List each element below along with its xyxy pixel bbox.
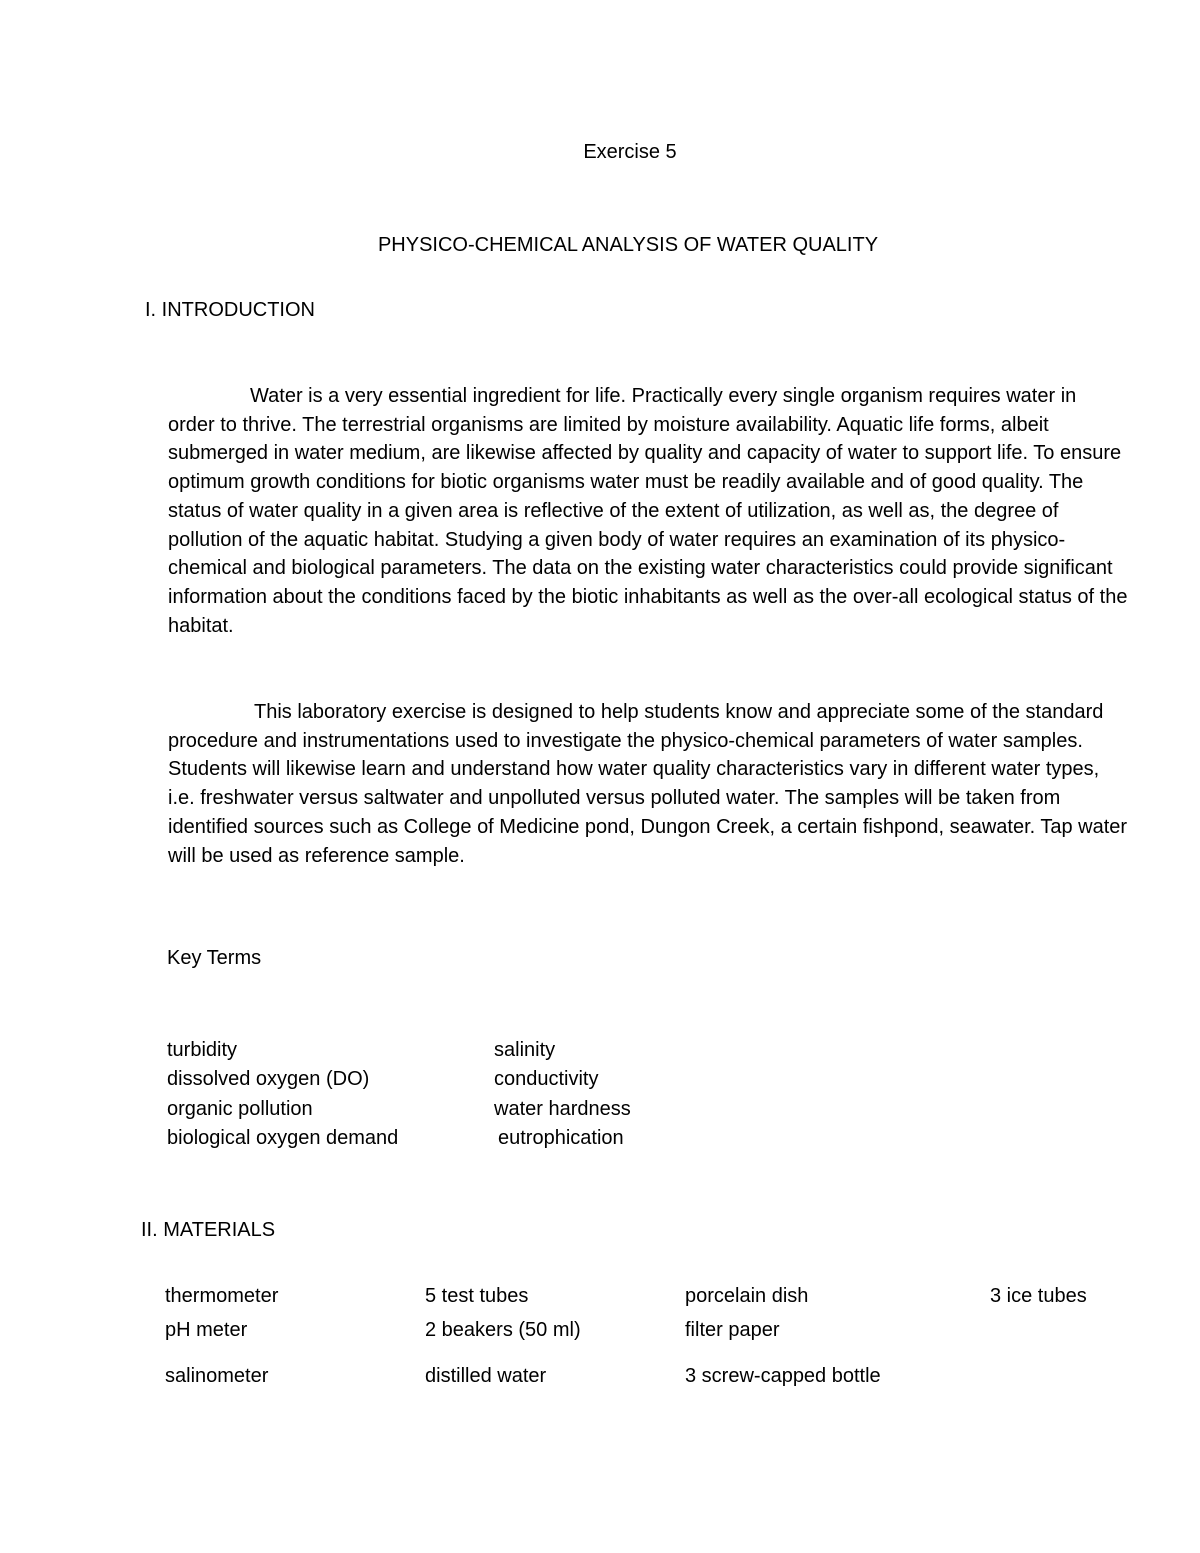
key-terms-list <box>167 1036 767 1153</box>
key-term: dissolved oxygen (DO) <box>167 1068 370 1091</box>
document-title: PHYSICO-CHEMICAL ANALYSIS OF WATER QUALITY <box>377 234 879 256</box>
materials-heading: II. MATERIALS <box>141 1219 276 1241</box>
key-terms-row <box>167 1065 767 1094</box>
exercise-number: Exercise 5 <box>583 141 677 163</box>
material-item: filter paper <box>685 1319 780 1341</box>
material-item: 2 beakers (50 ml) <box>425 1319 581 1341</box>
material-item: 3 screw-capped bottle <box>685 1365 881 1387</box>
introduction-heading: I. INTRODUCTION <box>145 299 315 321</box>
key-term: eutrophication <box>498 1126 624 1149</box>
introduction-paragraph-1 <box>168 382 1128 640</box>
key-term: biological oxygen demand <box>167 1126 399 1149</box>
introduction-paragraph-2 <box>168 698 1128 870</box>
introduction-paragraph-2-text: This laboratory exercise is designed to help students know and appreciate some of the standard procedure and instrumentations used to investigate the physico-chemical parameters of water samples. Students will likewise learn and understand how water quality characteristics vary in different water types, i.e. freshwater versus saltwater and unpolluted versus polluted water. The samples will be taken from identified sources such as College of Medicine pond, Dungon Creek, a certain fishpond, seawater. Tap water will be used as reference sample. <box>168 701 1128 867</box>
material-item: porcelain dish <box>685 1285 809 1307</box>
key-term: organic pollution <box>167 1097 313 1120</box>
material-item: thermometer <box>165 1285 279 1307</box>
key-term: conductivity <box>494 1068 599 1091</box>
introduction-paragraph-1-text: Water is a very essential ingredient for life. Practically every single organism requires water in order to thrive. The terrestrial organisms are limited by moisture availability. Aquatic life forms, albeit submerged in water medium, are likewise affected by quality and capacity of water to support life. To ensure optimum growth conditions for biotic organisms water must be readily available and of good quality. The status of water quality in a given area is reflective of the extent of utilization, as well as, the degree of pollution of the aquatic habitat. Studying a given body of water requires an examination of its physico-chemical and biological parameters. The data on the existing water characteristics could provide significant information about the conditions faced by the biotic inhabitants as well as the over-all ecological status of the habitat. <box>168 385 1128 637</box>
material-item: salinometer <box>165 1365 269 1387</box>
key-term: water hardness <box>494 1097 631 1120</box>
key-term: salinity <box>494 1039 556 1061</box>
key-terms-row <box>167 1036 767 1065</box>
material-item: 3 ice tubes <box>990 1285 1087 1307</box>
key-term: turbidity <box>167 1039 238 1061</box>
material-item: pH meter <box>165 1319 248 1341</box>
material-item: distilled water <box>425 1365 547 1387</box>
key-terms-label: Key Terms <box>167 947 262 969</box>
material-item: 5 test tubes <box>425 1285 529 1307</box>
key-terms-row <box>167 1124 767 1153</box>
key-terms-row <box>167 1095 767 1124</box>
